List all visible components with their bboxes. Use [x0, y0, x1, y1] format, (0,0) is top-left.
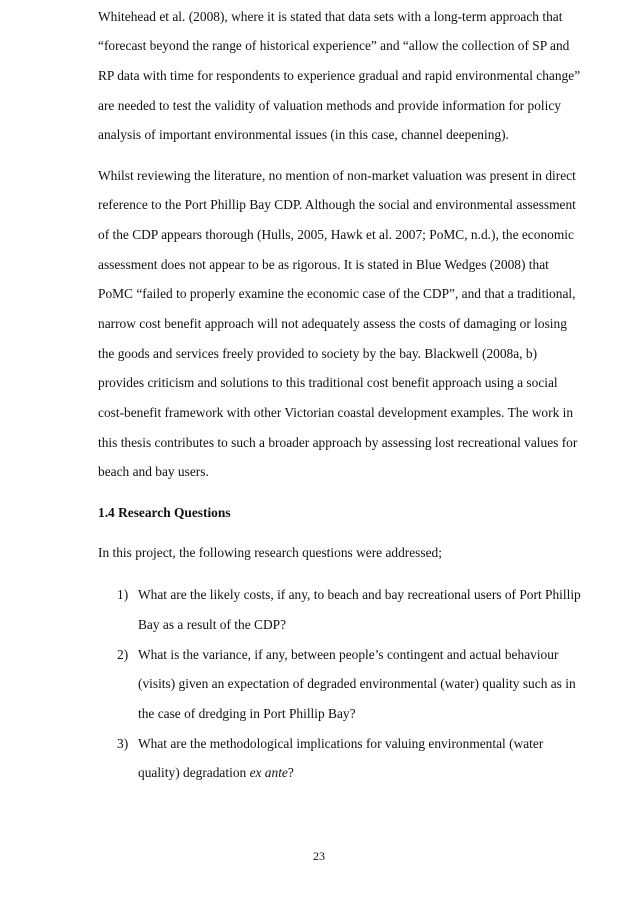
paragraph-line: beach and bay users. — [98, 464, 209, 479]
paragraph-line: this thesis contributes to such a broader approach by assessing lost recreational values for — [98, 435, 578, 450]
question-number: 3) — [117, 736, 129, 751]
question-text: quality) degradation — [138, 765, 250, 780]
paragraph-line: reference to the Port Phillip Bay CDP. Although the social and environmental assessment — [98, 197, 576, 212]
section-heading: 1.4 Research Questions — [98, 505, 231, 520]
paragraph-line: assessment does not appear to be as rigorous. It is stated in Blue Wedges (2008) that — [98, 257, 549, 272]
paragraph-line: are needed to test the validity of valuation methods and provide information for policy — [98, 98, 561, 113]
paragraph-line: narrow cost benefit approach will not adequately assess the costs of damaging or losing — [98, 316, 567, 331]
paragraph-line: Whitehead et al. (2008), where it is stated that data sets with a long-term approach that — [98, 9, 563, 24]
question-number: 1) — [117, 587, 129, 602]
intro-text: In this project, the following research questions were addressed; — [98, 545, 442, 560]
paragraph-line: PoMC “failed to properly examine the economic case of the CDP”, and that a traditional, — [98, 286, 576, 301]
question-number: 2) — [117, 647, 129, 662]
paragraph-line: of the CDP appears thorough (Hulls, 2005, Hawk et al. 2007; PoMC, n.d.), the economic — [98, 227, 574, 242]
question-line: What are the methodological implications for valuing environmental (water — [138, 736, 544, 751]
question-line: What is the variance, if any, between people’s contingent and actual behaviour — [138, 647, 559, 662]
paragraph-line: RP data with time for respondents to experience gradual and rapid environmental change” — [98, 68, 581, 83]
question-line: What are the likely costs, if any, to beach and bay recreational users of Port Phillip — [138, 587, 581, 602]
page-number: 23 — [313, 849, 325, 863]
paragraph-line: “forecast beyond the range of historical experience” and “allow the collection of SP and — [98, 38, 570, 53]
question-line: (visits) given an expectation of degraded environmental (water) quality such as in — [138, 676, 576, 691]
question-line: Bay as a result of the CDP? — [138, 617, 287, 632]
paragraph-line: cost-benefit framework with other Victorian coastal development examples. The work in — [98, 405, 574, 420]
paragraph-line: analysis of important environmental issues (in this case, channel deepening). — [98, 127, 509, 142]
question-text: ? — [287, 765, 294, 780]
paragraph-line: the goods and services freely provided to society by the bay. Blackwell (2008a, b) — [98, 346, 538, 361]
question-line: the case of dredging in Port Phillip Bay? — [138, 706, 356, 721]
question-line — [138, 765, 294, 781]
paragraph-line: Whilst reviewing the literature, no mention of non-market valuation was present in direct — [98, 168, 576, 183]
italic-term: ex ante — [249, 765, 288, 780]
paragraph-line: provides criticism and solutions to this traditional cost benefit approach using a social — [98, 375, 558, 390]
